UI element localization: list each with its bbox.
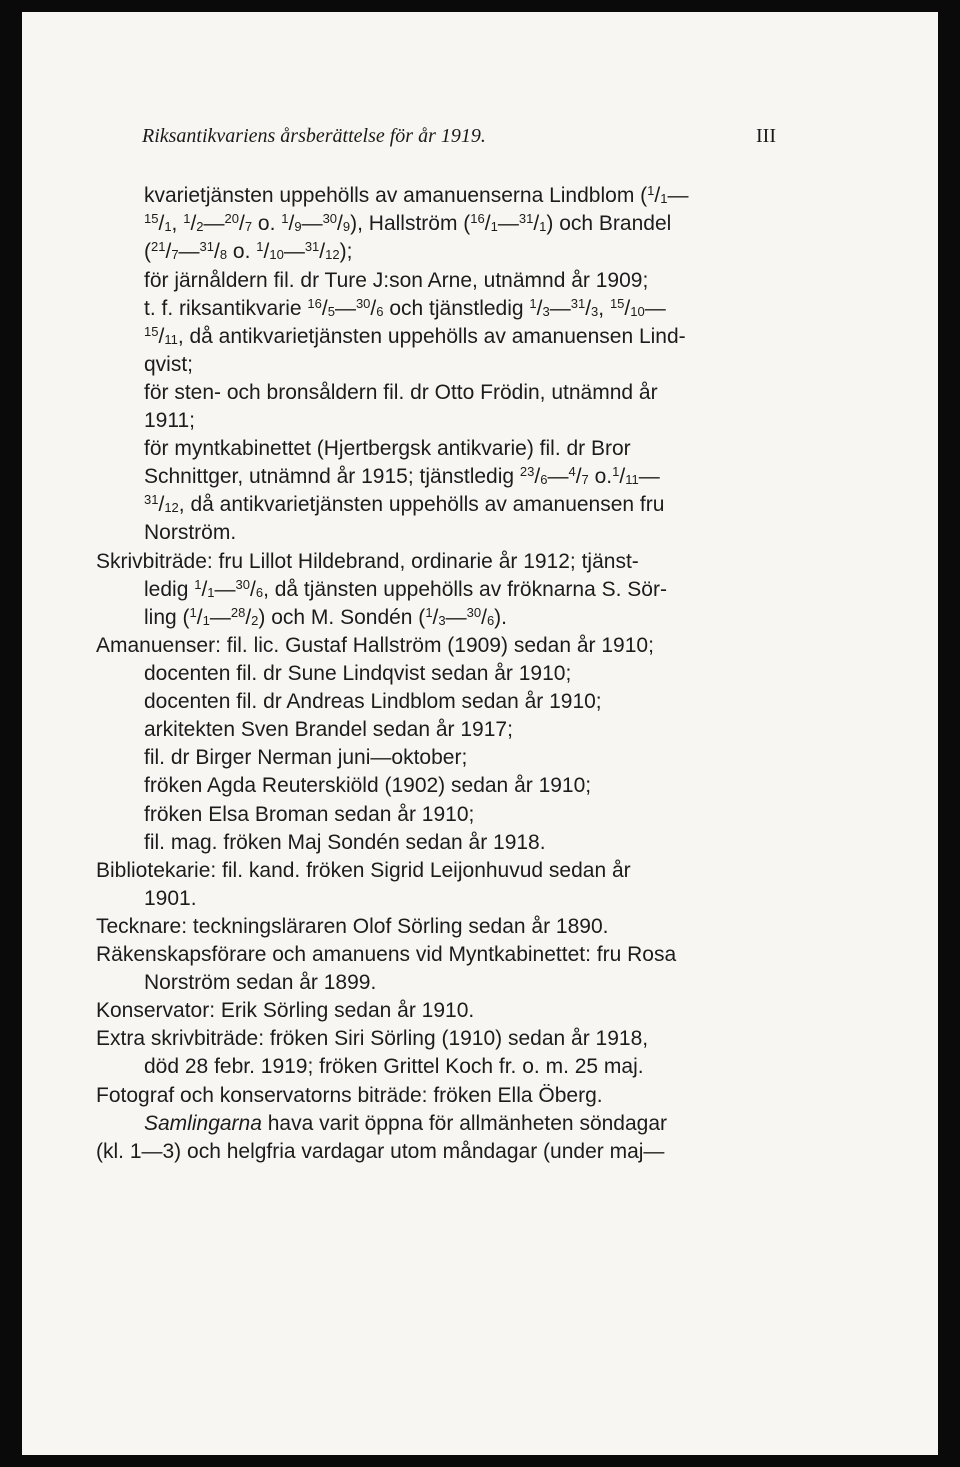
text-line: Amanuenser: fil. lic. Gustaf Hallström (1909) sedan år 1910; xyxy=(96,634,654,657)
text-line: fil. dr Birger Nerman juni—oktober; xyxy=(144,746,468,769)
text-line: $^{15}/_1$, $^1/_2—^{20}/_7$ o. $^1/_9—^{30}/_9$), Hallström $(^{16}/_1—^{31}/_1)$ och Brandel xyxy=(144,211,672,235)
text-line: Extra skrivbiträde: fröken Siri Sörling (1910) sedan år 1918, xyxy=(96,1027,649,1050)
text-line: Räkenskapsförare och amanuens vid Myntkabinettet: fru Rosa xyxy=(96,943,677,966)
text-line: $^{31}/_{12}$, då antikvarietjänsten uppehölls av amanuensen fru xyxy=(144,492,665,516)
text-line: för myntkabinettet (Hjertbergsk antikvarie) fil. dr Bror xyxy=(144,437,631,460)
text-line: för sten- och bronsåldern fil. dr Otto Frödin, utnämnd år xyxy=(144,381,658,404)
text-line: Samlingarna hava varit öppna för allmänheten söndagar xyxy=(144,1112,668,1135)
text-line: t. f. riksantikvarie $^{16}/_5—^{30}/_6$ och tjänstledig $^1/_3—^{31}/_3$, $^{15}/_{10}—$ xyxy=(144,296,666,320)
text-line: ($^{21}/_7—^{31}/_8$ o. $^1/_{10}—^{31}/_{12}$); xyxy=(144,239,353,263)
text-line: docenten fil. dr Andreas Lindblom sedan år 1910; xyxy=(144,690,602,713)
running-title: Riksantikvariens årsberättelse för år 1919. xyxy=(142,125,486,147)
text-line: Schnittger, utnämnd år 1915; tjänstledig $^{23}/_6—^4/_7$ $o.^1/_{11}—$ xyxy=(144,464,660,488)
page-number: III xyxy=(756,125,776,147)
text-line: Norström. xyxy=(144,521,237,544)
text-line: (kl. 1—3) och helgfria vardagar utom måndagar (under maj— xyxy=(96,1140,665,1163)
text-line: fröken Agda Reuterskiöld (1902) sedan år 1910; xyxy=(144,774,592,797)
text-line: 1901. xyxy=(144,887,197,910)
text-line: Bibliotekarie: fil. kand. fröken Sigrid Leijonhuvud sedan år xyxy=(96,859,631,882)
text-line: Skrivbiträde: fru Lillot Hildebrand, ordinarie år 1912; tjänst- xyxy=(96,550,639,573)
text-line: Tecknare: teckningsläraren Olof Sörling sedan år 1890. xyxy=(96,915,609,938)
text-line: för järnåldern fil. dr Ture J:son Arne, utnämnd år 1909; xyxy=(144,269,649,292)
text-line: kvarietjänsten uppehölls av amanuenserna Lindblom ($^1/_1—$ xyxy=(144,183,689,207)
text-line: arkitekten Sven Brandel sedan år 1917; xyxy=(144,718,513,741)
text-line: Fotograf och konservatorns biträde: fröken Ella Öberg. xyxy=(96,1084,603,1107)
text-line: $^{15}/_{11}$, då antikvarietjänsten uppehölls av amanuensen Lind- xyxy=(144,324,686,348)
text-line: död 28 febr. 1919; fröken Grittel Koch fr. o. m. 25 maj. xyxy=(144,1055,644,1078)
text-line: docenten fil. dr Sune Lindqvist sedan år 1910; xyxy=(144,662,572,685)
text-line: fil. mag. fröken Maj Sondén sedan år 1918. xyxy=(144,831,546,854)
text-line: fröken Elsa Broman sedan år 1910; xyxy=(144,803,475,826)
book-page xyxy=(22,12,938,1455)
text-line: 1911; xyxy=(144,409,195,432)
page-header xyxy=(142,125,776,165)
text-line: ling $(^1/_1—^{28}/_2)$ och M. Sondén $(^1/_3—^{30}/_6)$. xyxy=(144,605,507,629)
text-line: ledig $^1/_1—^{30}/_6$, då tjänsten uppehölls av fröknarna S. Sör- xyxy=(144,577,667,601)
text-line: Konservator: Erik Sörling sedan år 1910. xyxy=(96,999,475,1022)
text-line: Norström sedan år 1899. xyxy=(144,971,377,994)
text-line: qvist; xyxy=(144,353,194,376)
